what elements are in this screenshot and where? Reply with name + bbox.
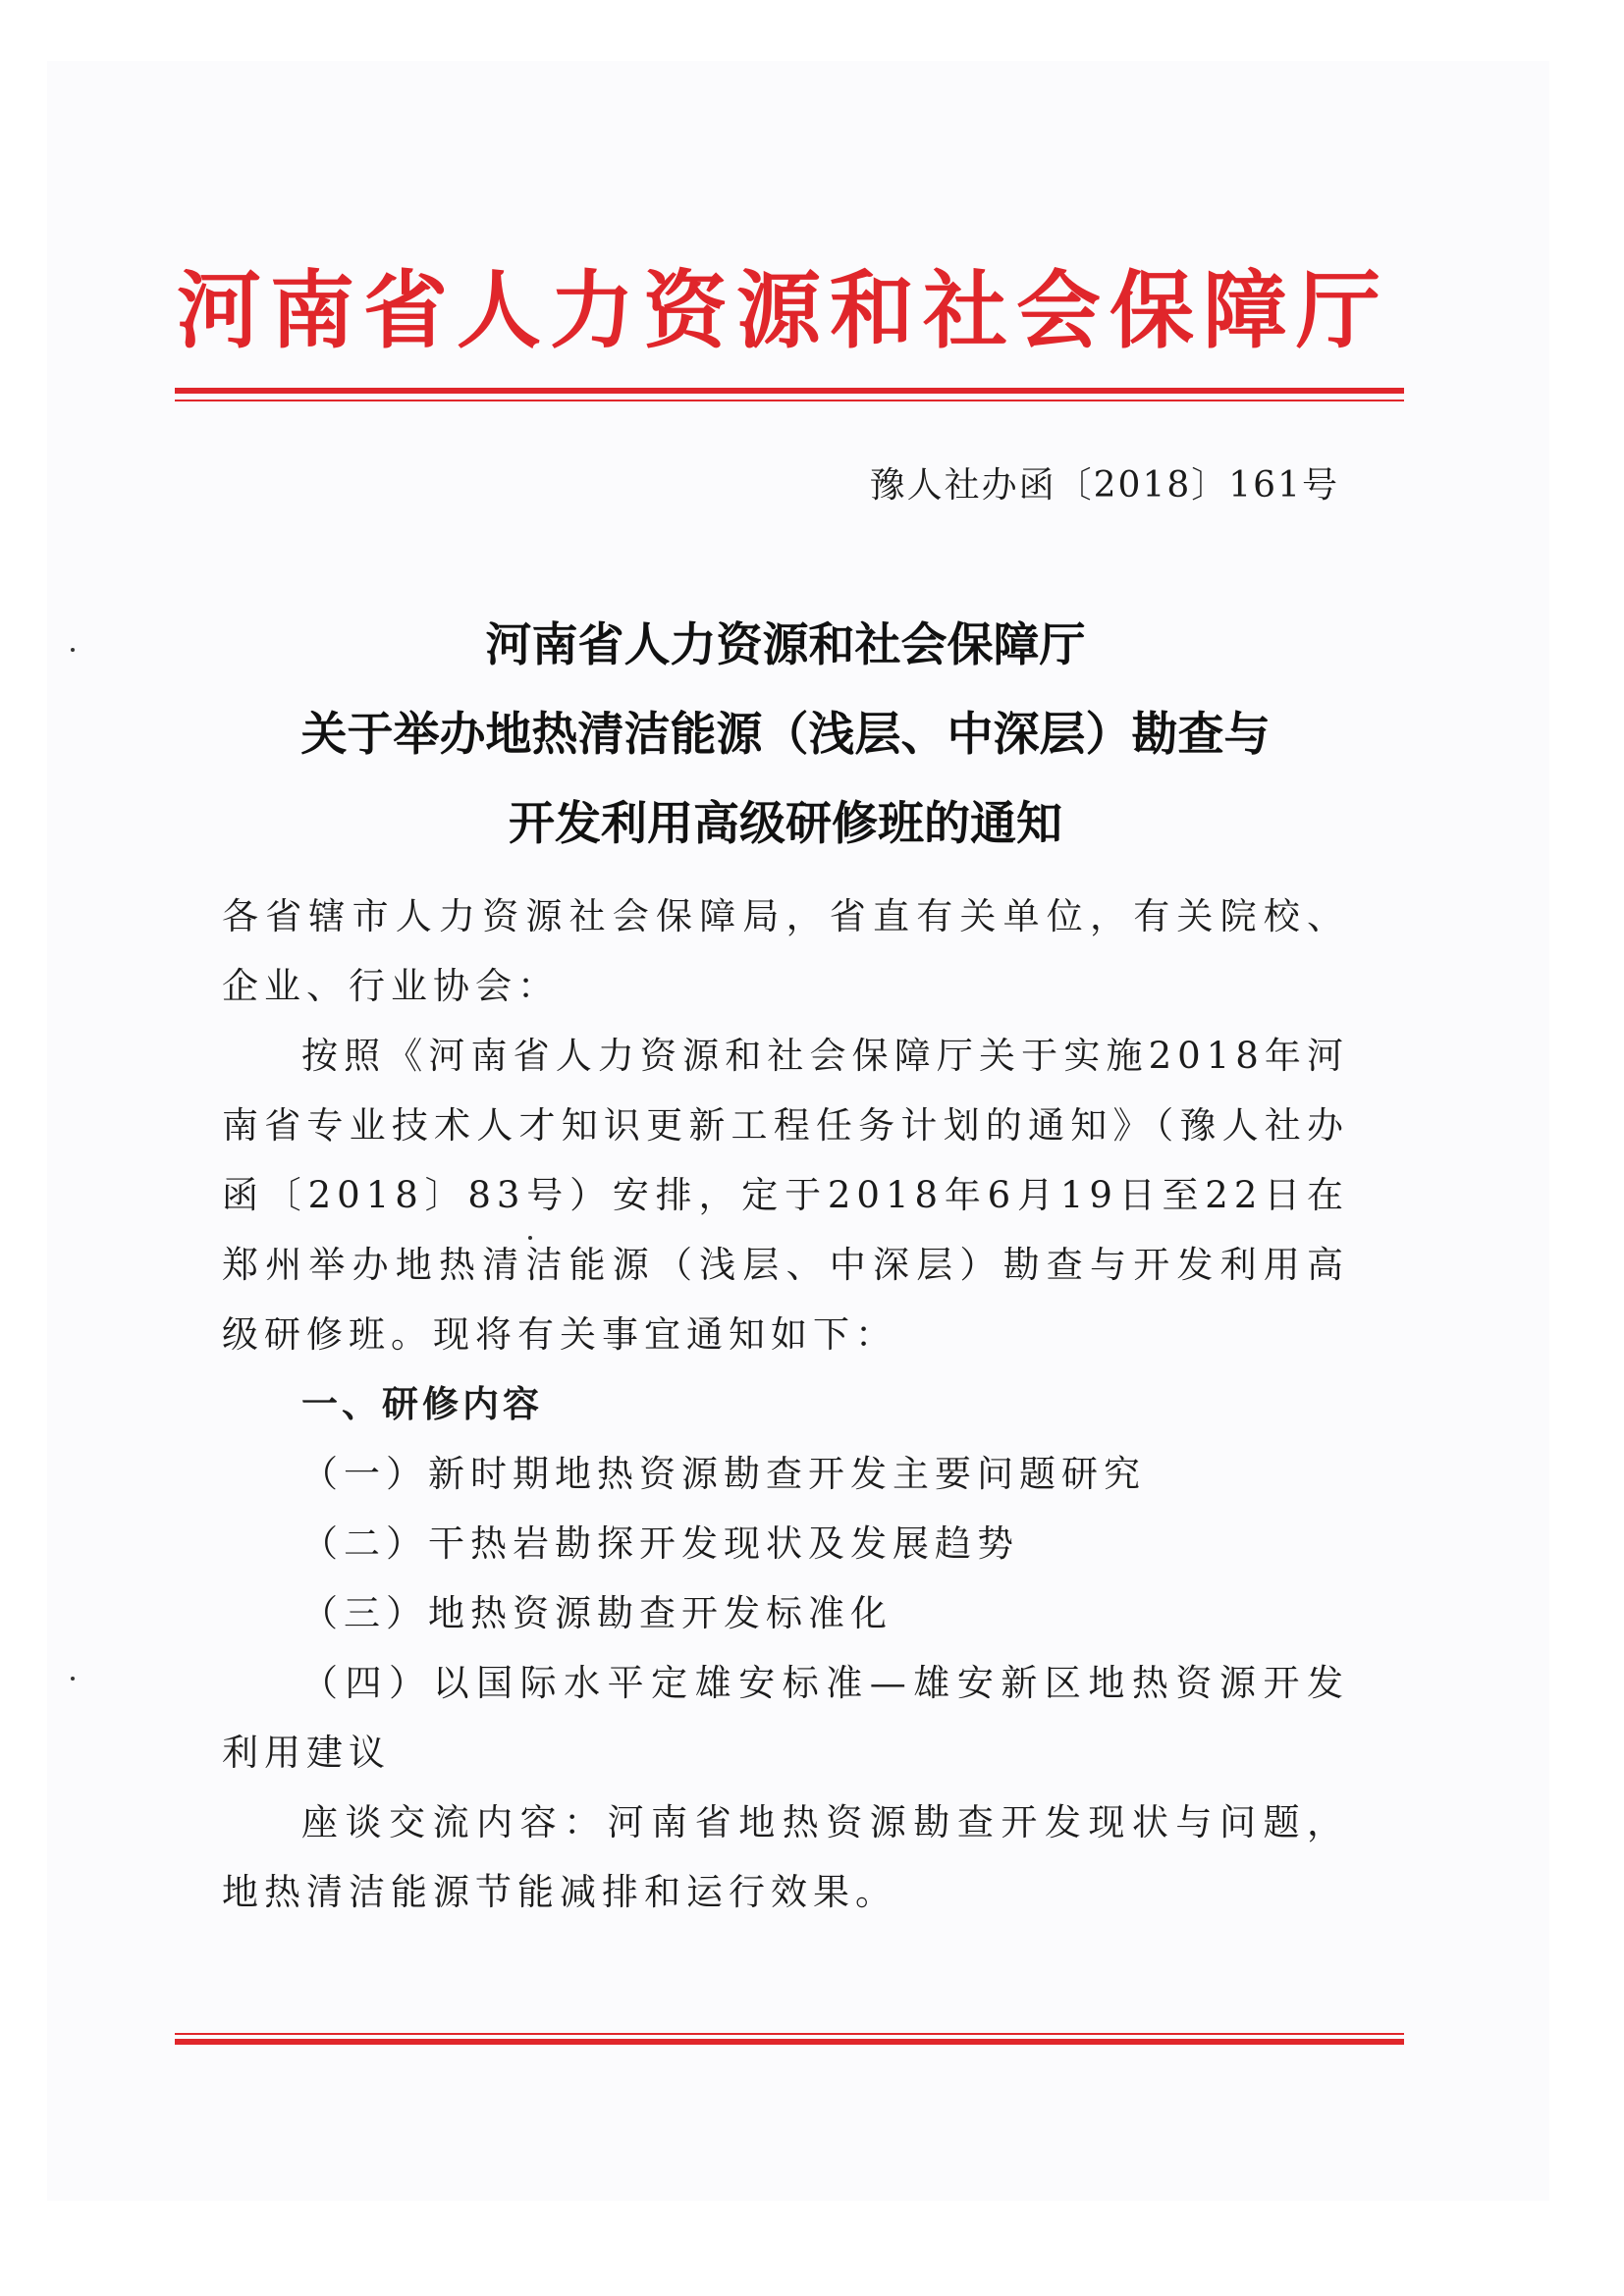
- title-line-1: 河南省人力资源和社会保障厅: [485, 618, 1086, 672]
- letterhead-red-rule-thin: [175, 400, 1404, 401]
- list-item: （四）以国际水平定雄安标准—雄安新区地热资源开发利用建议: [222, 1662, 1349, 1774]
- list-item: （一）新时期地热资源勘查开发主要问题研究: [301, 1453, 1146, 1495]
- list-item: （二）干热岩勘探开发现状及发展趋势: [301, 1522, 1019, 1565]
- letterhead-organization: 河南省人力资源和社会保障厅: [177, 261, 1389, 360]
- document-number: 豫人社办函〔2018〕161号: [869, 465, 1339, 506]
- discussion-paragraph: 座谈交流内容：河南省地热资源勘查开发现状与问题，地热清洁能源节能减排和运行效果。: [222, 1801, 1349, 1913]
- document-title: [196, 601, 1375, 869]
- scan-speck: [528, 1236, 532, 1240]
- section-heading-research-content: 一、研修内容: [301, 1383, 543, 1425]
- footer-red-rule-thick: [175, 2039, 1404, 2045]
- scan-speck: [71, 648, 75, 652]
- recipients-paragraph: 各省辖市人力资源社会保障局，省直有关单位，有关院校、企业、行业协会：: [222, 895, 1349, 1007]
- list-item: （三）地热资源勘查开发标准化: [301, 1592, 893, 1634]
- scan-speck: [71, 1677, 75, 1681]
- intro-paragraph: 按照《河南省人力资源和社会保障厅关于实施2018年河南省专业技术人才知识更新工程任务计划的通知》（豫人社办函〔2018〕83号）安排，定于2018年6月19日至22日在郑州举办地热清洁能源（浅层、中深层）勘查与开发利用高级研修班。现将有关事宜通知如下：: [222, 1035, 1349, 1356]
- title-line-2: 关于举办地热清洁能源（浅层、中深层）勘查与: [300, 708, 1271, 762]
- title-line-3: 开发利用高级研修班的通知: [509, 797, 1062, 851]
- document-body: [222, 881, 1349, 1927]
- footer-red-rule-thin: [175, 2033, 1404, 2035]
- letterhead-red-rule-thick: [175, 388, 1404, 394]
